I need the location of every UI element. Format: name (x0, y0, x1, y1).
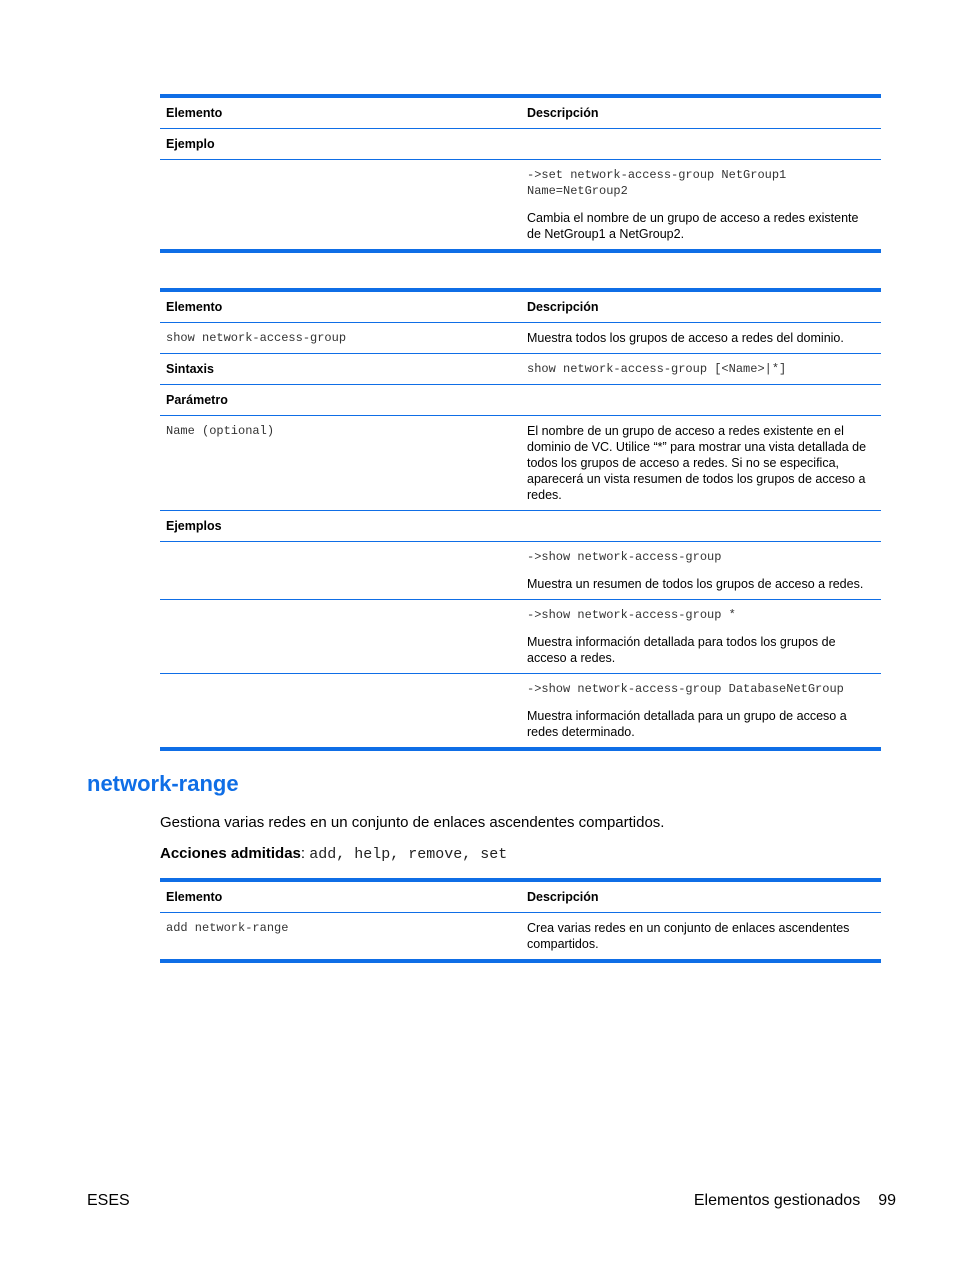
example-description: Cambia el nombre de un grupo de acceso a redes existente de NetGroup1 a NetGroup2. (527, 211, 859, 241)
col-header-element: Elemento (166, 890, 223, 904)
table-row (160, 600, 881, 674)
example-description: Muestra información detallada para todos los grupos de acceso a redes. (527, 635, 836, 665)
footer-page-info (694, 1192, 896, 1210)
table-row (160, 160, 881, 252)
col-header-description: Descripción (527, 890, 599, 904)
parameter-name: Name (optional) (166, 424, 275, 438)
supported-actions (160, 845, 507, 863)
table-header-row (160, 290, 881, 323)
command-description: Muestra todos los grupos de acceso a redes del dominio. (527, 331, 844, 345)
example-code: ->show network-access-group * (527, 608, 736, 622)
table-row (160, 385, 881, 416)
command-name: show network-access-group (166, 331, 347, 345)
row-label-syntax: Sintaxis (166, 362, 214, 376)
table-row (160, 416, 881, 511)
col-header-description: Descripción (527, 106, 599, 120)
actions-label: Acciones admitidas (160, 845, 301, 862)
row-label-examples: Ejemplos (166, 519, 222, 533)
row-label-example: Ejemplo (166, 137, 215, 151)
col-header-element: Elemento (166, 106, 223, 120)
section-title: network-range (87, 771, 239, 796)
example-cell (521, 600, 881, 674)
table-row (160, 674, 881, 750)
parameter-description: El nombre de un grupo de acceso a redes existente en el dominio de VC. Utilice “*” para mostrar una vista detallada de todos los grupos de acceso a redes. Si no se especifica, aparecerá un vista resumen de todos los grupos de acceso a redes. (527, 424, 867, 502)
table-header-row (160, 880, 881, 913)
actions-list: add, help, remove, set (309, 846, 508, 863)
table-row (160, 129, 881, 160)
command-description: Crea varias redes en un conjunto de enlaces ascendentes compartidos. (527, 921, 850, 951)
table-row (160, 354, 881, 385)
page-number: 99 (878, 1192, 896, 1209)
example-code-line-1: ->set network-access-group NetGroup1 (527, 168, 787, 182)
table-header-row (160, 96, 881, 129)
table-row (160, 511, 881, 542)
table-set-example (160, 94, 881, 253)
table-row (160, 913, 881, 962)
table-row (160, 323, 881, 354)
example-cell (521, 160, 881, 252)
actions-separator: : (300, 845, 310, 862)
example-code: ->show network-access-group (527, 550, 722, 564)
table-show-network-access-group (160, 288, 881, 751)
table-row (160, 542, 881, 600)
col-header-description: Descripción (527, 300, 599, 314)
footer-locale: ESES (87, 1192, 130, 1209)
example-code-line-2: Name=NetGroup2 (527, 184, 628, 198)
syntax-value: show network-access-group [<Name>|*] (527, 362, 787, 376)
row-label-parameter: Parámetro (166, 393, 228, 407)
command-name: add network-range (166, 921, 289, 935)
example-description: Muestra un resumen de todos los grupos de acceso a redes. (527, 577, 864, 591)
section-intro: Gestiona varias redes en un conjunto de enlaces ascendentes compartidos. (160, 814, 665, 831)
example-code: ->show network-access-group DatabaseNetGroup (527, 682, 844, 696)
table-network-range (160, 878, 881, 963)
example-cell (521, 674, 881, 750)
example-description: Muestra información detallada para un grupo de acceso a redes determinado. (527, 709, 847, 739)
col-header-element: Elemento (166, 300, 223, 314)
example-cell (521, 542, 881, 600)
footer-section-name: Elementos gestionados (693, 1192, 861, 1209)
